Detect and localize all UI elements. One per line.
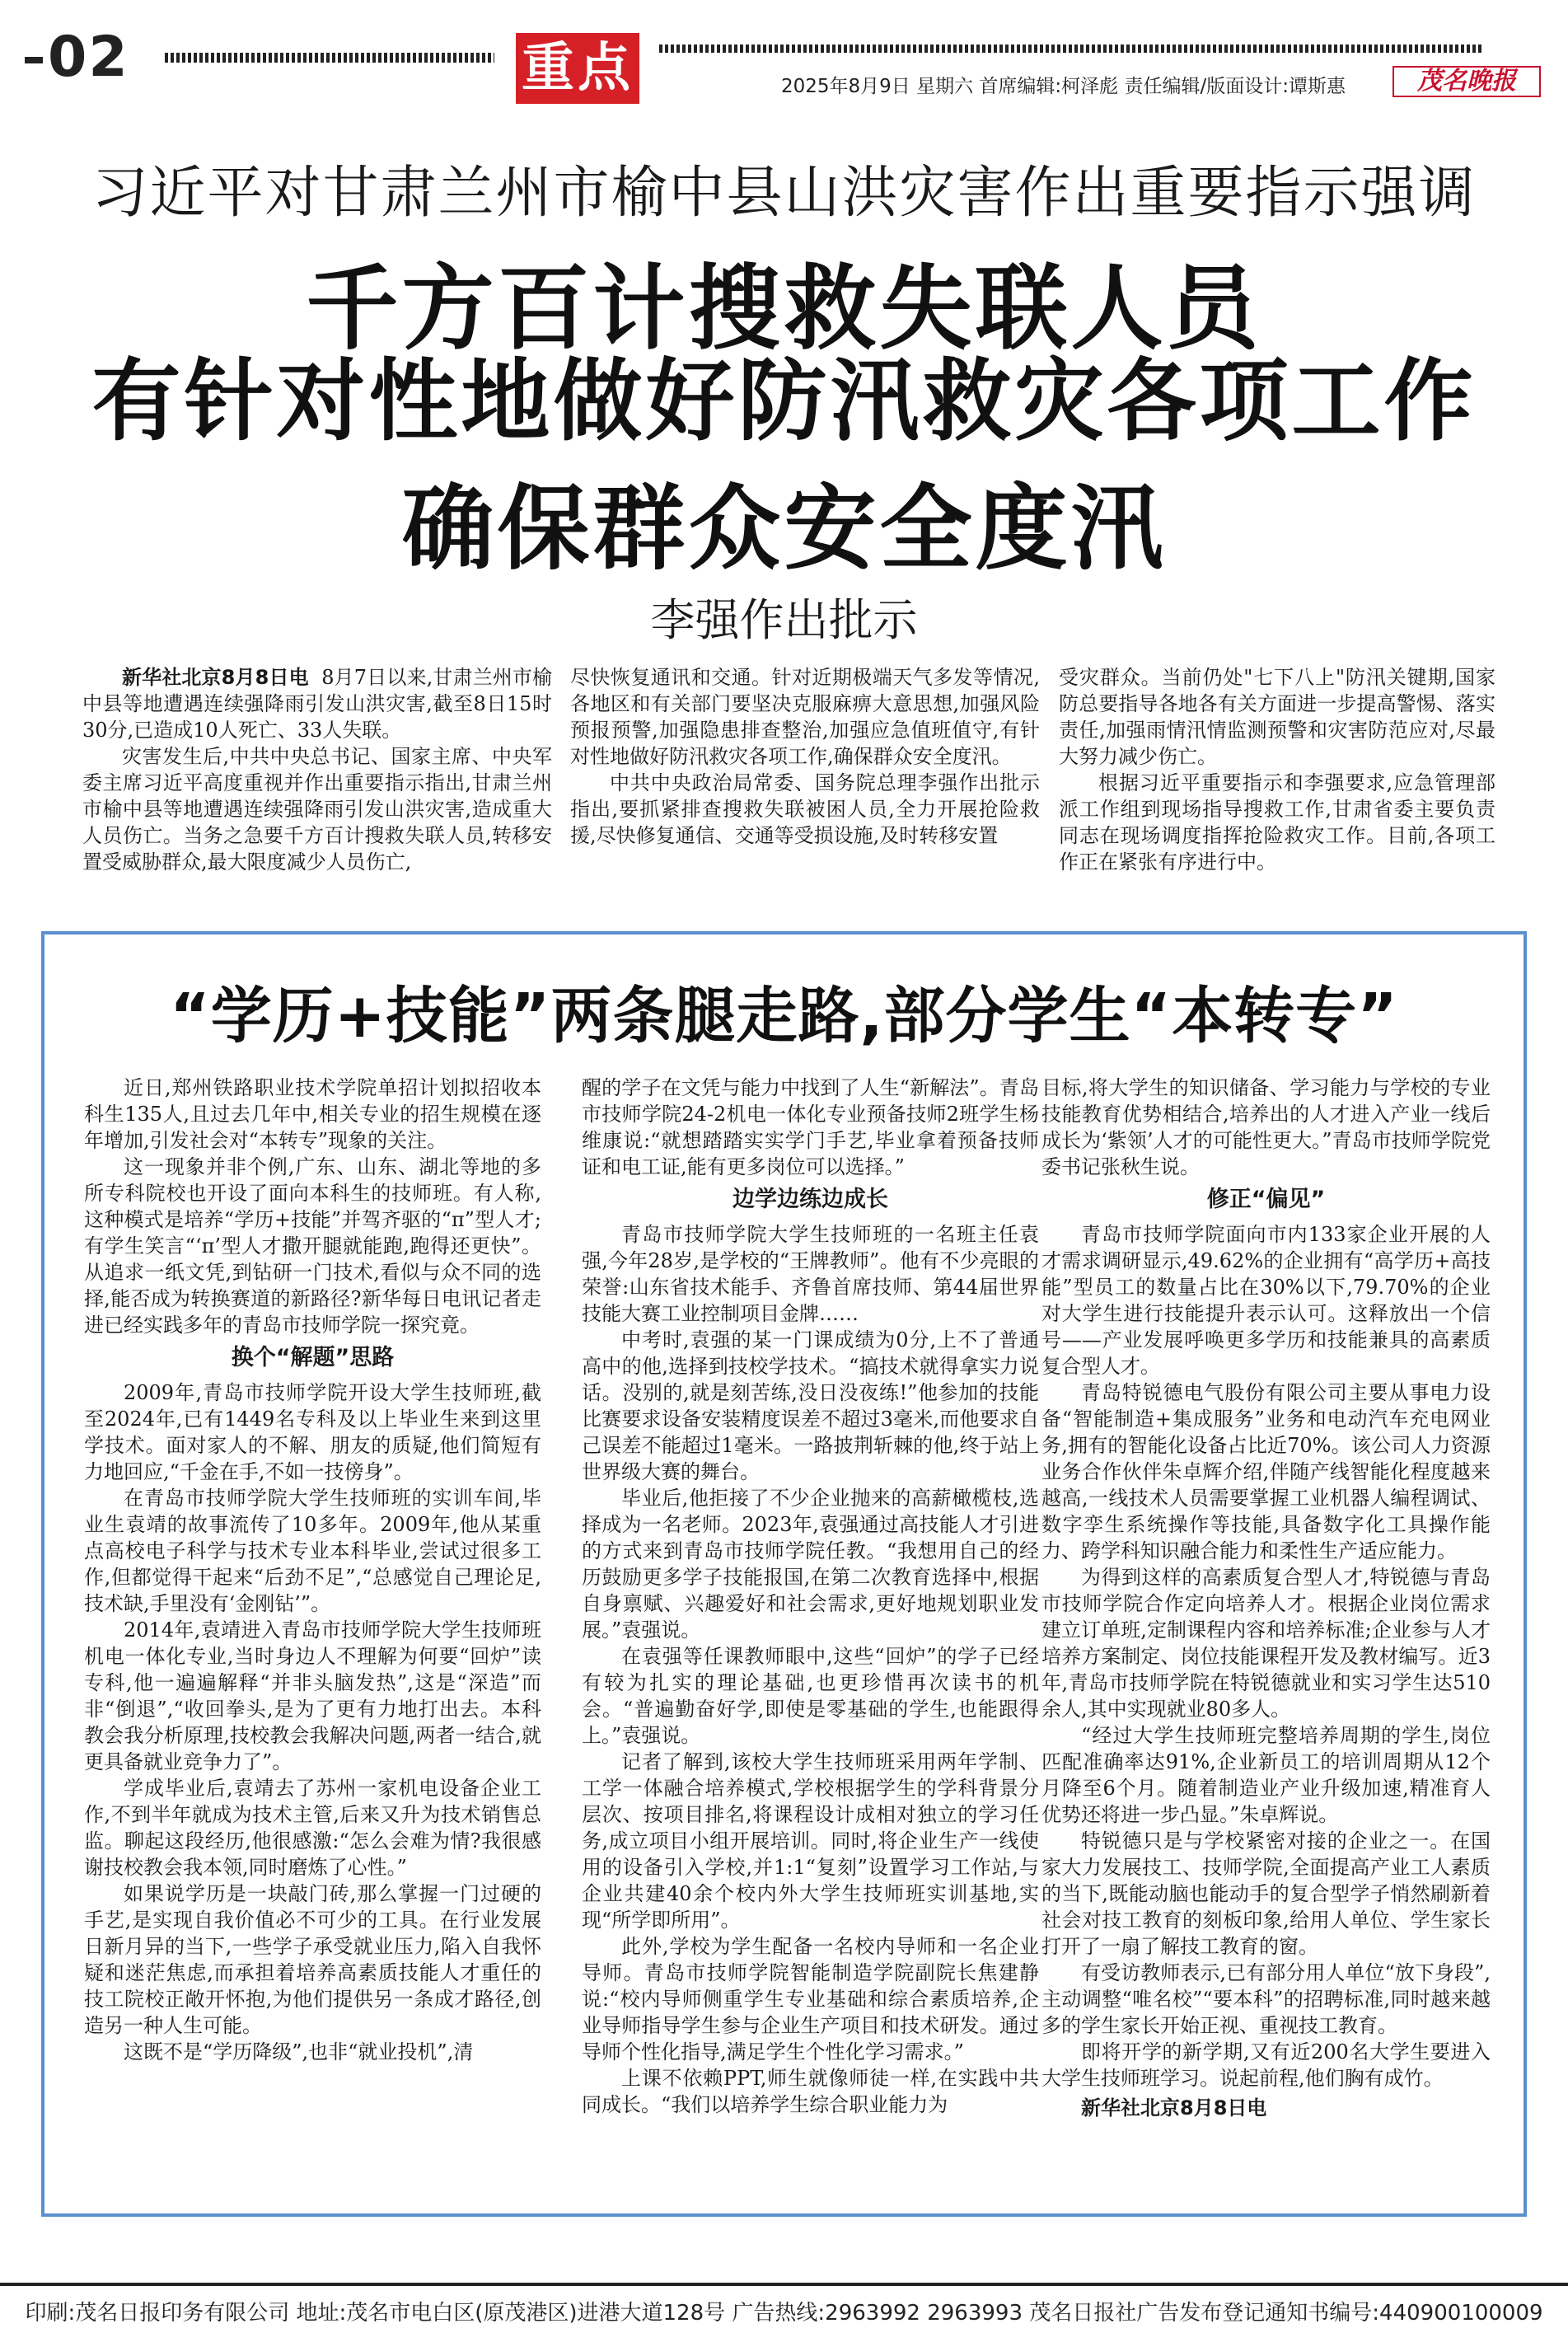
paragraph: “经过大学生技师班完整培养周期的学生,岗位匹配准确率达91%,企业新员工的培训周期从12个月降至6个月。随着制造业产业升级加速,精准育人优势还将进一步凸显。”朱卓辉说。	[1041, 1724, 1491, 1826]
lead-column-3: 受灾群众。当前仍处"七下八上"防汛关键期,国家防总要指导各地各有关方面进一步提高警惕、落实责任,加强雨情汛情监测预警和灾害防范应对,尽最大努力减少伤亡。 根据习近平重要指示和李强要求,应急管理部派工作组到现场指导搜救工作,甘肃省委主要负责同志在现场调度指挥抢险救灾工作。目前,各项工作正在紧张有序进行中。	[1059, 666, 1495, 874]
lead-column-2: 尽快恢复通讯和交通。针对近期极端天气多发等情况,各地区和有关部门要坚决克服麻痹大意思想,加强风险预报预警,加强隐患排查整治,加强应急值班值守,有针对性地做好防汛救灾各项工作,确保群众安全度汛。 中共中央政治局常委、国务院总理李强作出批示指出,要抓紧排查搜救失联被困人员,全力开展抢险救援,尽快修复通信、交通等受损设施,及时转移安置	[570, 666, 1040, 847]
header-rule-left	[165, 53, 494, 63]
paragraph: 青岛市技师学院面向市内133家企业开展的人才需求调研显示,49.62%的企业拥有“高学历+高技能”型员工的数量占比在30%以下,79.70%的企业对大学生进行技能提升表示认可。这释放出一个信号——产业发展呼唤更多学历和技能兼具的高素质复合型人才。	[1041, 1223, 1491, 1378]
paragraph: 中考时,袁强的某一门课成绩为0分,上不了普通高中的他,选择到技校学技术。“搞技术就得拿实力说话。没别的,就是刻苦练,没日没夜练!”他参加的技能比赛要求设备安装精度误差不超过3毫米,而他要求自己误差不能超过1毫米。一路披荆斩棘的他,终于站上世界级大赛的舞台。	[582, 1328, 1039, 1483]
paragraph: 为得到这样的高素质复合型人才,特锐德与青岛市技师学院合作定向培养人才。根据企业岗位需求建立订单班,定制课程内容和培养标准;企业参与人才培养方案制定、岗位技能课程开发及教材编写。近3年,青岛市技师学院在特锐德就业和实习学生达510余人,其中实现就业80多人。	[1041, 1566, 1491, 1721]
paragraph: 上课不依赖PPT,师生就像师徒一样,在实践中共同成长。“我们以培养学生综合职业能力为	[582, 2067, 1039, 2116]
paragraph: 特锐德只是与学校紧密对接的企业之一。在国家大力发展技工、技师学院,全面提高产业工人素质的当下,既能动脑也能动手的复合型学子悄然刷新着社会对技工教育的刻板印象,给用人单位、学生家长打开了一扇了解技工教育的窗。	[1041, 1829, 1491, 1958]
paragraph: 目标,将大学生的知识储备、学习能力与学校的专业技能教育优势相结合,培养出的人才进入产业一线后成长为‘紫领’人才的可能性更大。”青岛市技师学院党委书记张秋生说。	[1041, 1076, 1491, 1178]
paragraph: 醒的学子在文凭与能力中找到了人生“新解法”。青岛市技师学院24-2机电一体化专业预备技师2班学生杨维康说:“就想踏踏实实学门手艺,毕业拿着预备技师证和电工证,能有更多岗位可以选择。”	[582, 1076, 1039, 1178]
feature-column-1	[84, 1075, 541, 2212]
paragraph: 青岛市技师学院大学生技师班的一名班主任袁强,今年28岁,是学校的“王牌教师”。他有不少亮眼的荣誉:山东省技术能手、齐鲁首席技师、第44届世界技能大赛工业控制项目金牌……	[582, 1223, 1039, 1325]
feature-subhead-1: 换个“解题”思路	[231, 1345, 395, 1370]
paragraph: 学成毕业后,袁靖去了苏州一家机电设备企业工作,不到半年就成为技术主管,后来又升为技术销售总监。聊起这段经历,他很感激:“怎么会难为情?我很感谢技校教会我本领,同时磨炼了心性。”	[84, 1777, 541, 1879]
feature-title: “学历+技能”两条腿走路,部分学生“本转专”	[170, 981, 1398, 1052]
feature-endline: 新华社北京8月8日电	[1081, 2096, 1267, 2120]
feature-subhead-2: 边学边练边成长	[733, 1187, 888, 1212]
paragraph: 2014年,袁靖进入青岛市技师学院大学生技师班机电一体化专业,当时身边人不理解为何要“回炉”读专科,他一遍遍解释“并非头脑发热”,这是“深造”而非“倒退”,“收回拳头,是为了更有力地打出去。本科教会我分析原理,技校教会我解决问题,两者一结合,就更具备就业竞争力了”。	[84, 1618, 541, 1773]
paragraph: 即将开学的新学期,又有近200名大学生要进入大学生技师班学习。说起前程,他们胸有成竹。	[1041, 2040, 1491, 2090]
paragraph: 在青岛市技师学院大学生技师班的实训车间,毕业生袁靖的故事流传了10多年。2009年,他从某重点高校电子科学与技术专业本科毕业,尝试过很多工作,但都觉得干起来“后劲不足”,“总感觉自己理论足,技术缺,手里没有‘金刚钻’”。	[84, 1487, 541, 1615]
paragraph: 这既不是“学历降级”,也非“就业投机”,清	[124, 2040, 474, 2063]
paragraph: 毕业后,他拒接了不少企业抛来的高薪橄榄枝,选择成为一名老师。2023年,袁强通过高技能人才引进的方式来到青岛市技师学院任教。“我想用自己的经历鼓励更多学子技能报国,在第二次教育选择中,根据自身禀赋、兴趣爱好和社会需求,更好地规划职业发展。”袁强说。	[582, 1487, 1039, 1642]
lead-headline-3: 确保群众安全度汛	[401, 475, 1167, 583]
paragraph: 此外,学校为学生配备一名校内导师和一名企业导师。青岛市技师学院智能制造学院副院长焦建静说:“校内导师侧重学生专业基础和综合素质培养,企业导师指导学生参与企业生产项目和技术研发。通过导师个性化指导,满足学生个性化学习需求。”	[582, 1935, 1039, 2063]
feature-subhead-3: 修正“偏见”	[1206, 1187, 1326, 1212]
lead-headline-1: 千方百计搜救失联人员	[306, 255, 1262, 363]
newspaper-logo: 茂名晚报	[1392, 66, 1541, 97]
edition-meta: 2025年8月9日 星期六 首席编辑:柯泽彪 责任编辑/版面设计:谭斯惠	[781, 76, 1346, 97]
section-tag: 重点	[516, 33, 639, 104]
feature-column-3	[1041, 1075, 1491, 2212]
paragraph: 在袁强等任课教师眼中,这些“回炉”的学子已经有较为扎实的理论基础,也更珍惜再次读书的机会。“普遍勤奋好学,即使是零基础的学生,也能跟得上。”袁强说。	[582, 1645, 1039, 1747]
footer-rule	[0, 2283, 1568, 2286]
paragraph: 如果说学历是一块敲门砖,那么掌握一门过硬的手艺,是实现自我价值必不可少的工具。在行业发展日新月异的当下,一些学子承受就业压力,陷入自我怀疑和迷茫焦虑,而承担着培养高素质技能人才重任的技工院校正敞开怀抱,为他们提供另一条成才路径,创造另一种人生可能。	[84, 1882, 541, 2037]
lead-headline-2: 有针对性地做好防汛救灾各项工作	[91, 350, 1477, 453]
header-rule-right	[659, 44, 1483, 53]
paragraph: 2009年,青岛市技师学院开设大学生技师班,截至2024年,已有1449名专科及以上毕业生来到这里学技术。面对家人的不解、朋友的质疑,他们简短有力地回应,“千金在手,不如一技傍身”。	[84, 1381, 541, 1483]
lead-dateline: 新华社北京8月8日电	[122, 666, 309, 689]
lead-subhead: 李强作出批示	[650, 594, 918, 646]
feature-column-2	[582, 1075, 1039, 2212]
footer-imprint: 印刷:茂名日报印务有限公司 地址:茂名市电白区(原茂港区)进港大道128号 广告热线:2963992 2963993 茂名日报社广告发布登记通知书编号:440900100009	[25, 2301, 1543, 2326]
page-number: 02	[25, 25, 129, 90]
paragraph: 近日,郑州铁路职业技术学院单招计划拟招收本科生135人,且过去几年中,相关专业的招生规模在逐年增加,引发社会对“本转专”现象的关注。	[84, 1076, 541, 1152]
paragraph: 这一现象并非个例,广东、山东、湖北等地的多所专科院校也开设了面向本科生的技师班。有人称,这种模式是培养“学历+技能”并驾齐驱的“π”型人才;有学生笑言“‘π’型人才撒开腿就能跑,跑得还更快”。从追求一纸文凭,到钻研一门技术,看似与众不同的选择,能否成为转换赛道的新路径?新华每日电讯记者走进已经实践多年的青岛市技师学院一探究竟。	[84, 1155, 541, 1337]
paragraph: 有受访教师表示,已有部分用人单位“放下身段”,主动调整“唯名校”“要本科”的招聘标准,同时越来越多的学生家长开始正视、重视技工教育。	[1041, 1961, 1491, 2037]
paragraph: 青岛特锐德电气股份有限公司主要从事电力设备“智能制造+集成服务”业务和电动汽车充电网业务,拥有的智能化设备占比近70%。该公司人力资源业务合作伙伴朱卓辉介绍,伴随产线智能化程度越来越高,一线技术人员需要掌握工业机器人编程调试、数字孪生系统操作等技能,具备数字化工具操作能力、跨学科知识融合能力和柔性生产适应能力。	[1041, 1381, 1491, 1562]
paragraph: 记者了解到,该校大学生技师班采用两年学制、工学一体融合培养模式,学校根据学生的学科背景分层次、按项目排名,将课程设计成相对独立的学习任务,成立项目小组开展培训。同时,将企业生产一线使用的设备引入学校,并1:1“复刻”设置学习工作站,与企业共建40余个校内外大学生技师班实训基地,实现“所学即所用”。	[582, 1750, 1039, 1932]
lead-kicker: 习近平对甘肃兰州市榆中县山洪灾害作出重要指示强调	[91, 161, 1477, 226]
feature-box	[41, 931, 1527, 2217]
lead-column-1: 新华社北京8月8日电 8月7日以来,甘肃兰州市榆中县等地遭遇连续强降雨引发山洪灾害,截至8日15时30分,已造成10人死亡、33人失联。 灾害发生后,中共中央总书记、国家主席、中央军委主席习近平高度重视并作出重要指示指出,甘肃兰州市榆中县等地遭遇连续强降雨引发山洪灾害,造成重大人员伤亡。当务之急要千方百计搜救失联人员,转移安置受威胁群众,最大限度减少人员伤亡,	[82, 666, 552, 874]
